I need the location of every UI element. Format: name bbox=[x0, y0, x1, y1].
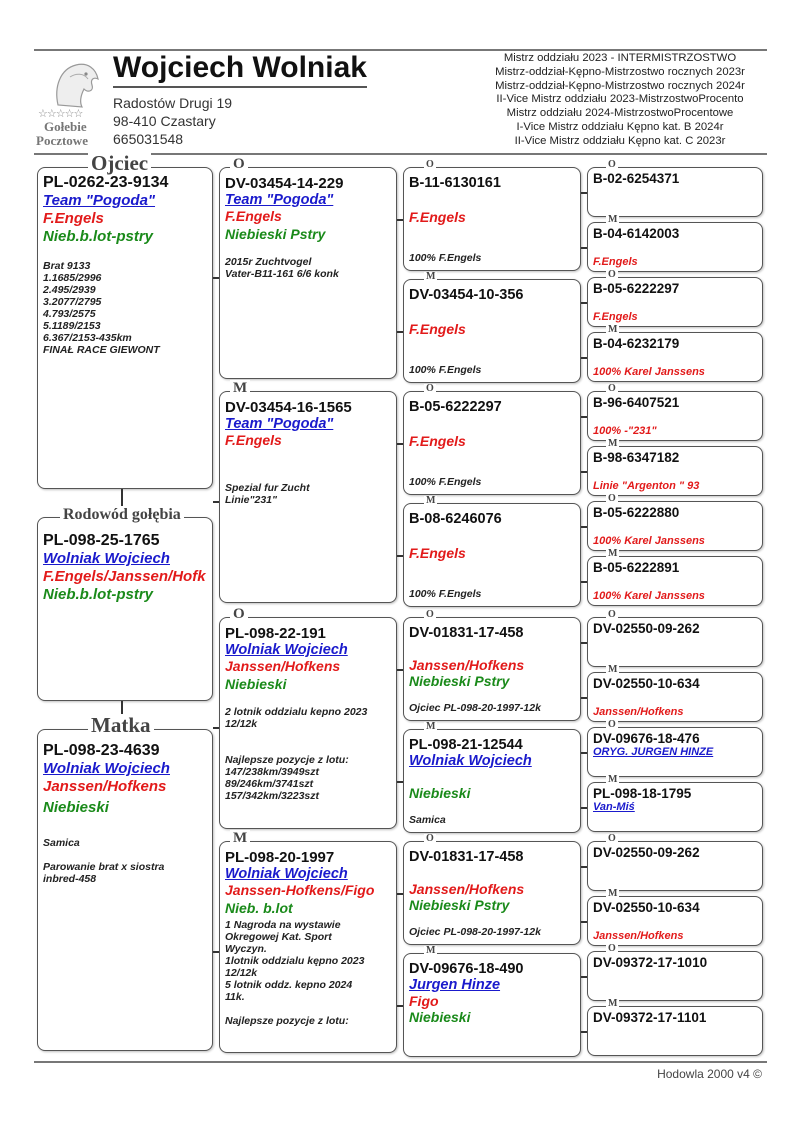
sire-parent-card[interactable] bbox=[219, 156, 397, 379]
note-line: 6.367/2153-435km bbox=[43, 332, 132, 344]
dam-card[interactable] bbox=[37, 713, 213, 1051]
dam-parent-card[interactable] bbox=[403, 945, 581, 1057]
owner-link[interactable]: Team "Pogoda" bbox=[225, 416, 334, 432]
spacer bbox=[409, 415, 575, 433]
ring-number: DV-09372-17-1010 bbox=[593, 955, 708, 970]
owner-link[interactable]: Wolniak Wojciech bbox=[43, 760, 170, 777]
dam-parent-card[interactable] bbox=[403, 721, 581, 833]
note-line: FINAŁ RACE GIEWONT bbox=[43, 344, 160, 356]
owner-address-city: 98-410 Czastary bbox=[113, 113, 216, 129]
connector-line bbox=[581, 416, 587, 418]
ring-number: B-08-6246076 bbox=[409, 511, 502, 527]
note-line: 1.1685/2996 bbox=[43, 272, 102, 284]
ring-number: PL-098-25-1765 bbox=[43, 532, 160, 549]
note: Samica bbox=[409, 814, 446, 826]
note-line: Najlepsze pozycje z lotu: bbox=[225, 754, 349, 766]
connector-line bbox=[581, 752, 587, 754]
note-line: Vater-B11-161 6/6 konk bbox=[225, 268, 339, 280]
sex-legend: O bbox=[608, 493, 616, 504]
sex-legend: O bbox=[230, 156, 248, 172]
connector-line bbox=[397, 669, 403, 671]
sire-card[interactable] bbox=[37, 151, 213, 489]
sire-parent-card[interactable] bbox=[587, 719, 763, 777]
note-line: 11k. bbox=[225, 991, 245, 1003]
dam-parent-card[interactable] bbox=[587, 438, 763, 496]
feather-color: Niebieski bbox=[43, 799, 109, 816]
connector-line bbox=[397, 331, 403, 333]
connector-line bbox=[581, 807, 587, 809]
note-line bbox=[225, 730, 391, 742]
ring-number: DV-09676-18-476 bbox=[593, 731, 700, 746]
note: 100% F.Engels bbox=[409, 476, 482, 488]
ring-number: B-98-6347182 bbox=[593, 450, 680, 465]
ring-number: B-05-6222297 bbox=[409, 399, 502, 415]
sire-parent-card[interactable] bbox=[587, 159, 763, 217]
note-line: 2.495/2939 bbox=[43, 284, 96, 296]
connector-line bbox=[213, 501, 219, 503]
ring-number: B-05-6222891 bbox=[593, 560, 680, 575]
notes bbox=[225, 706, 391, 802]
breed: F.Engels bbox=[409, 433, 466, 449]
connector-line bbox=[213, 277, 219, 279]
sire-parent-card[interactable] bbox=[219, 606, 397, 829]
feather-color: Niebieski Pstry bbox=[225, 226, 326, 242]
ring-number: B-05-6222297 bbox=[593, 281, 680, 296]
notes bbox=[225, 256, 391, 280]
note-line: 89/246km/3741szt bbox=[225, 778, 314, 790]
sex-legend: M bbox=[608, 438, 618, 449]
sex-legend: M bbox=[426, 721, 436, 732]
note-line bbox=[225, 1003, 391, 1015]
achievement: I-Vice Mistrz oddziału Kępno kat. B 2024r bbox=[516, 120, 724, 133]
owner-link[interactable]: Team "Pogoda" bbox=[225, 192, 334, 208]
ring-number: B-11-6130161 bbox=[409, 175, 501, 191]
dam-parent-card[interactable] bbox=[587, 888, 763, 946]
feather-color: Niebieski bbox=[225, 676, 287, 692]
ring-number: B-96-6407521 bbox=[593, 395, 680, 410]
bottom-rule bbox=[34, 1061, 767, 1063]
sex-legend: M bbox=[426, 945, 436, 956]
subject-card[interactable] bbox=[37, 506, 213, 701]
owner-link[interactable]: Team "Pogoda" bbox=[43, 192, 156, 209]
dam-parent-card[interactable] bbox=[587, 774, 763, 832]
connector-line bbox=[581, 247, 587, 249]
sex-legend: O bbox=[608, 609, 616, 620]
owner-link[interactable]: Wolniak Wojciech bbox=[225, 642, 348, 658]
note-line: 4.793/2575 bbox=[43, 308, 96, 320]
logo bbox=[36, 55, 110, 147]
ring-number: PL-098-23-4639 bbox=[43, 742, 160, 759]
note-line: inbred-458 bbox=[43, 873, 97, 885]
breed: Janssen-Hofkens/Figo bbox=[225, 882, 375, 898]
spacer bbox=[409, 769, 575, 785]
connector-line bbox=[397, 443, 403, 445]
dam-parent-card[interactable] bbox=[587, 214, 763, 272]
ring-number: DV-02550-09-262 bbox=[593, 621, 700, 636]
owner-address-street: Radostów Drugi 19 bbox=[113, 95, 233, 111]
achievement: II-Vice Mistrz oddziału Kępno kat. C 2023r bbox=[514, 134, 726, 147]
spacer bbox=[409, 641, 575, 657]
connector-line bbox=[397, 555, 403, 557]
achievement: Mistrz oddziału 2024-MistrzostwoProcentowe bbox=[506, 107, 734, 120]
notes bbox=[225, 919, 391, 1027]
connector-line bbox=[581, 471, 587, 473]
breed: 100% Karel Janssens bbox=[593, 535, 705, 547]
note-line: Brat 9133 bbox=[43, 260, 91, 272]
sex-legend: M bbox=[608, 324, 618, 335]
note-line: 12/12k bbox=[225, 718, 258, 730]
ring-number: B-04-6142003 bbox=[593, 226, 680, 241]
breed: 100% Karel Janssens bbox=[593, 590, 705, 602]
ring-number: DV-01831-17-458 bbox=[409, 849, 524, 865]
owner-phone: 665031548 bbox=[113, 131, 184, 147]
connector-line bbox=[581, 866, 587, 868]
achievement: II-Vice Mistrz oddziału 2023-MistrzostwoProcento bbox=[496, 93, 744, 106]
dam-parent-card[interactable] bbox=[403, 271, 581, 383]
note-line: Samica bbox=[43, 837, 80, 849]
note-line: Linie"231" bbox=[225, 494, 277, 506]
pigeon-head-icon bbox=[50, 57, 102, 109]
sire-parent-card[interactable] bbox=[587, 943, 763, 1001]
breed: F.Engels bbox=[409, 209, 466, 225]
sire-parent-card[interactable] bbox=[403, 159, 581, 271]
note-line bbox=[225, 742, 391, 754]
sire-parent-card[interactable] bbox=[403, 609, 581, 721]
note-spacer bbox=[43, 849, 207, 861]
breed: F.Engels bbox=[409, 321, 466, 337]
ring-number: DV-02550-10-634 bbox=[593, 900, 700, 915]
ring-number: B-02-6254371 bbox=[593, 171, 680, 186]
owner-link[interactable]: Wolniak Wojciech bbox=[43, 550, 170, 567]
connector-line bbox=[581, 302, 587, 304]
owner-link[interactable]: Jurgen Hinze bbox=[409, 977, 501, 993]
note-line: 1lotnik oddzialu kępno 2023 bbox=[225, 955, 365, 967]
dam-legend: Matka bbox=[88, 714, 154, 736]
sex-legend: O bbox=[608, 269, 616, 280]
breed: Janssen/Hofkens bbox=[593, 706, 684, 718]
sire-parent-card[interactable] bbox=[587, 833, 763, 891]
ring-number: PL-0262-23-9134 bbox=[43, 174, 169, 191]
dam-parent-card[interactable] bbox=[587, 548, 763, 606]
note-line: 2 lotnik oddzialu kepno 2023 bbox=[225, 706, 368, 718]
dam-parent-card[interactable] bbox=[587, 664, 763, 722]
connector-line bbox=[581, 526, 587, 528]
connector-line bbox=[581, 581, 587, 583]
dam-parent-card[interactable] bbox=[403, 495, 581, 607]
owner-link[interactable]: ORYG. JURGEN HINZE bbox=[593, 746, 714, 758]
feather-color: Nieb.b.lot-pstry bbox=[43, 586, 154, 603]
sex-legend: O bbox=[230, 606, 248, 622]
sire-parent-card[interactable] bbox=[587, 493, 763, 551]
breed: F.Engels bbox=[593, 311, 638, 323]
breed: F.Engels bbox=[43, 210, 104, 227]
ring-number: PL-098-20-1997 bbox=[225, 849, 335, 866]
note: Ojciec PL-098-20-1997-12k bbox=[409, 926, 541, 938]
notes bbox=[43, 837, 207, 885]
connector-line bbox=[397, 219, 403, 221]
ring-number: B-05-6222880 bbox=[593, 505, 680, 520]
sex-legend: M bbox=[608, 774, 618, 785]
breed: Figo bbox=[409, 993, 439, 1009]
notes bbox=[43, 260, 207, 356]
connector-line bbox=[581, 697, 587, 699]
ring-number: DV-01831-17-458 bbox=[409, 625, 524, 641]
connector-line bbox=[213, 951, 219, 953]
sex-legend: O bbox=[608, 833, 616, 844]
note-line: 157/342km/3223szt bbox=[225, 790, 319, 802]
breed: 100% Karel Janssens bbox=[593, 366, 705, 378]
sire-parent-card[interactable] bbox=[587, 383, 763, 441]
connector-line bbox=[581, 357, 587, 359]
note: 100% F.Engels bbox=[409, 252, 482, 264]
owner-name: Wojciech Wolniak bbox=[113, 52, 367, 88]
ring-number: PL-098-18-1795 bbox=[593, 786, 692, 801]
achievement: Mistrz-oddział-Kępno-Mistrzostwo rocznych 2023r bbox=[495, 65, 745, 78]
feather-color: Niebieski Pstry bbox=[409, 897, 510, 913]
sire-parent-card[interactable] bbox=[403, 383, 581, 495]
achievement: Mistrz oddziału 2023 - INTERMISTRZOSTWO bbox=[503, 52, 737, 64]
breed: F.Engels bbox=[593, 256, 638, 268]
owner-link[interactable]: Wolniak Wojciech bbox=[225, 866, 348, 882]
stars-icon: ☆☆☆☆☆ bbox=[38, 107, 83, 120]
ring-number: DV-09676-18-490 bbox=[409, 961, 524, 977]
ring-number: PL-098-21-12544 bbox=[409, 737, 523, 753]
connector-line bbox=[213, 727, 219, 729]
note-line: 5.1189/2153 bbox=[43, 320, 101, 332]
sex-legend: O bbox=[426, 833, 434, 844]
ring-number: DV-03454-10-356 bbox=[409, 287, 524, 303]
ring-number: DV-02550-10-634 bbox=[593, 676, 700, 691]
notes bbox=[225, 482, 391, 506]
note: Ojciec PL-098-20-1997-12k bbox=[409, 702, 541, 714]
note-line: Spezial fur Zucht bbox=[225, 482, 310, 494]
note-line: 5 lotnik oddz. kepno 2024 bbox=[225, 979, 353, 991]
ring-number: DV-02550-09-262 bbox=[593, 845, 700, 860]
sire-parent-card[interactable] bbox=[403, 833, 581, 945]
dam-parent-card[interactable] bbox=[587, 324, 763, 382]
note-line: Najlepsze pozycje z lotu: bbox=[225, 1015, 349, 1027]
dam-parent-card[interactable] bbox=[587, 998, 763, 1056]
sire-parent-card[interactable] bbox=[587, 609, 763, 667]
note-line: Parowanie brat x siostra bbox=[43, 861, 165, 873]
connector-line bbox=[397, 1005, 403, 1007]
sex-legend: M bbox=[426, 271, 436, 282]
logo-text-line2: Pocztowe bbox=[36, 133, 88, 148]
ring-number: DV-03454-16-1565 bbox=[225, 399, 352, 416]
breed: 100% -"231" bbox=[593, 425, 657, 437]
note-line: 2015r Zuchtvogel bbox=[225, 256, 312, 268]
feather-color: Niebieski bbox=[409, 785, 471, 801]
note-line: 3.2077/2795 bbox=[43, 296, 102, 308]
note-line: Wyczyn. bbox=[225, 943, 267, 955]
breed: F.Engels/Janssen/Hofk bbox=[43, 568, 206, 585]
sex-legend: O bbox=[608, 159, 616, 170]
connector-line bbox=[397, 781, 403, 783]
feather-color: Nieb. b.lot bbox=[225, 900, 293, 916]
connector-line bbox=[581, 921, 587, 923]
connector-line bbox=[397, 893, 403, 895]
breed: F.Engels bbox=[225, 432, 282, 448]
connector-line bbox=[581, 192, 587, 194]
note-line: 147/238km/3949szt bbox=[225, 766, 319, 778]
owner-link[interactable]: Van-Miś bbox=[593, 801, 635, 813]
footer-credit: Hodowla 2000 v4 © bbox=[657, 1067, 762, 1081]
sire-parent-card[interactable] bbox=[587, 269, 763, 327]
dam-parent-card[interactable] bbox=[219, 380, 397, 603]
sire-legend: Ojciec bbox=[88, 152, 151, 174]
sex-legend: M bbox=[608, 998, 618, 1009]
connector-line bbox=[581, 976, 587, 978]
ring-number: B-04-6232179 bbox=[593, 336, 680, 351]
sex-legend: O bbox=[426, 159, 434, 170]
achievement: Mistrz-oddział-Kępno-Mistrzostwo rocznych 2024r bbox=[495, 79, 745, 92]
feather-color: Niebieski bbox=[409, 1009, 471, 1025]
owner-link[interactable]: Wolniak Wojciech bbox=[409, 753, 532, 769]
breed: Janssen/Hofkens bbox=[409, 657, 525, 673]
breed: F.Engels bbox=[409, 545, 466, 561]
achievements-list bbox=[470, 52, 770, 149]
note-line: 1 Nagroda na wystawie bbox=[225, 919, 341, 931]
connector-line bbox=[581, 642, 587, 644]
sex-legend: M bbox=[608, 664, 618, 675]
spacer bbox=[409, 191, 575, 209]
ring-number: DV-09372-17-1101 bbox=[593, 1010, 707, 1025]
breed: Janssen/Hofkens bbox=[43, 778, 167, 795]
spacer bbox=[409, 303, 575, 321]
connector-line bbox=[581, 1031, 587, 1033]
sex-legend: M bbox=[230, 380, 250, 396]
note: 100% F.Engels bbox=[409, 364, 482, 376]
logo-text-line1: Gołebie bbox=[44, 119, 87, 134]
sex-legend: M bbox=[426, 495, 436, 506]
sex-legend: O bbox=[608, 943, 616, 954]
feather-color: Nieb.b.lot-pstry bbox=[43, 228, 154, 245]
note-line: Okregowej Kat. Sport bbox=[225, 931, 332, 943]
note: 100% F.Engels bbox=[409, 588, 482, 600]
breed: F.Engels bbox=[225, 208, 282, 224]
breed: Janssen/Hofkens bbox=[593, 930, 684, 942]
ring-number: PL-098-22-191 bbox=[225, 625, 326, 642]
spacer bbox=[409, 527, 575, 545]
sex-legend: O bbox=[608, 383, 616, 394]
sex-legend: M bbox=[608, 214, 618, 225]
sex-legend: O bbox=[608, 719, 616, 730]
dam-parent-card[interactable] bbox=[219, 830, 397, 1053]
breed: Janssen/Hofkens bbox=[409, 881, 525, 897]
feather-color: Niebieski Pstry bbox=[409, 673, 510, 689]
subject-legend: Rodowód gołębia bbox=[60, 506, 184, 524]
note-line: 12/12k bbox=[225, 967, 258, 979]
sex-legend: M bbox=[608, 888, 618, 899]
sex-legend: M bbox=[230, 830, 250, 846]
ring-number: DV-03454-14-229 bbox=[225, 175, 344, 192]
sex-legend: O bbox=[426, 609, 434, 620]
spacer bbox=[409, 865, 575, 881]
sex-legend: O bbox=[426, 383, 434, 394]
breed: Janssen/Hofkens bbox=[225, 658, 341, 674]
breed: Linie "Argenton " 93 bbox=[593, 480, 700, 492]
sex-legend: M bbox=[608, 548, 618, 559]
